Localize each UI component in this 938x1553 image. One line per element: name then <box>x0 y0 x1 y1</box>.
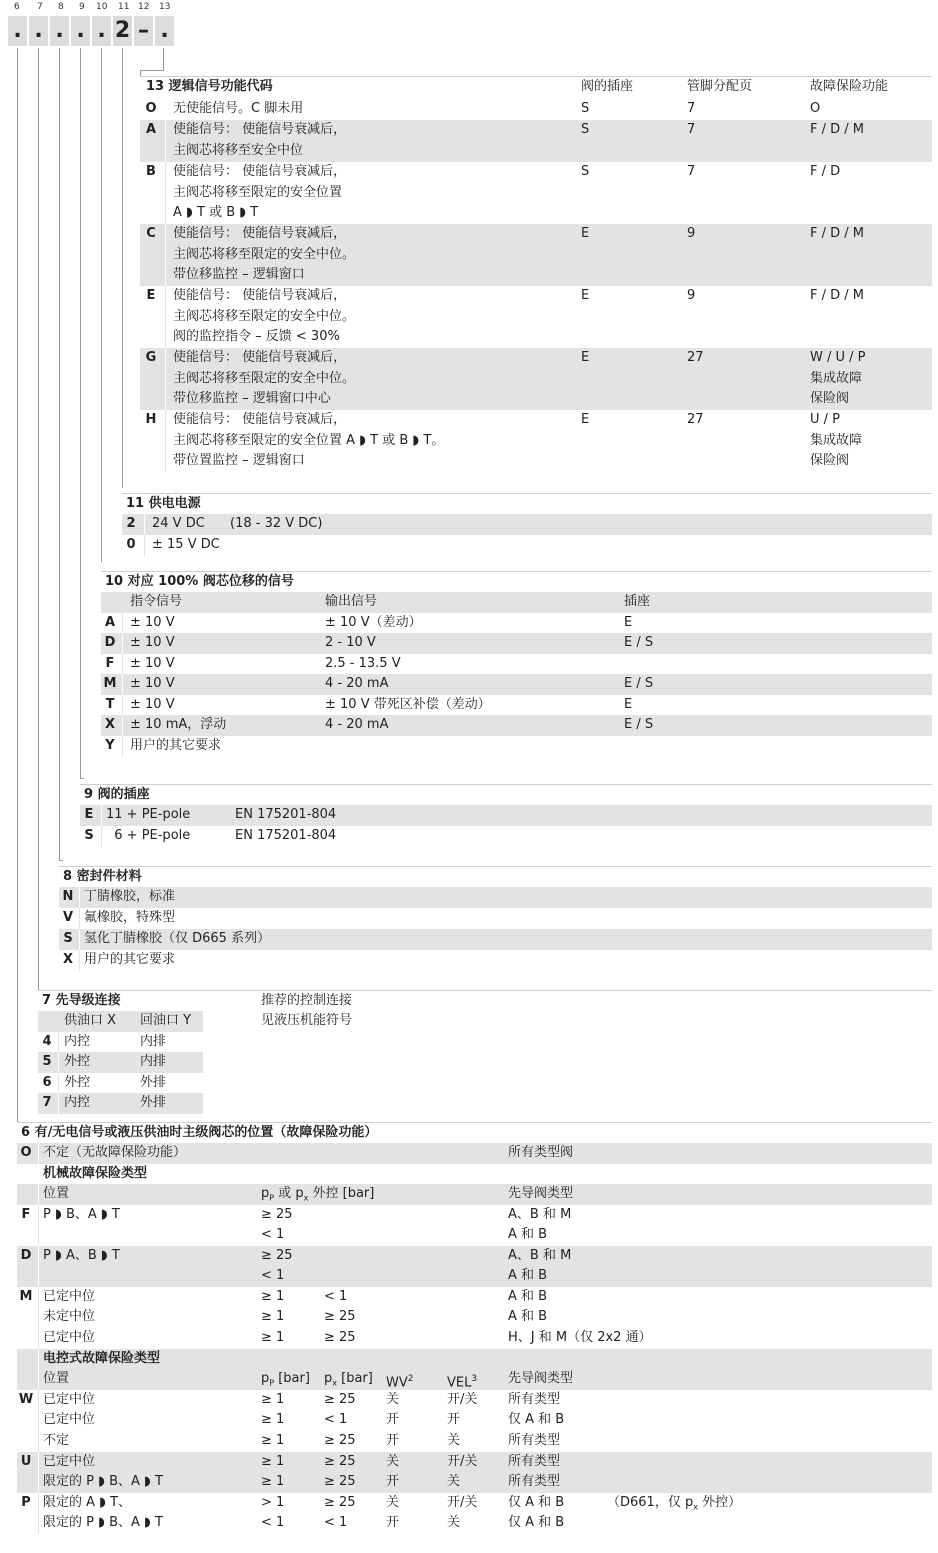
row-text: ≥ 25 <box>324 1330 356 1345</box>
table-row <box>17 1431 932 1452</box>
option-code: G <box>145 350 157 365</box>
row-text: ≥ 25 <box>324 1433 356 1448</box>
row-text: ± 10 mA，浮动 <box>130 717 227 732</box>
row-text: 开 <box>386 1515 400 1530</box>
row-text: 主阀芯将移至限定的安全位置 <box>173 185 343 200</box>
row-text: 丁腈橡胶，标准 <box>84 889 176 904</box>
option-code: M <box>103 676 117 691</box>
pos-label: 12 <box>138 2 150 12</box>
row-text: 不定 <box>43 1433 70 1448</box>
option-code: E <box>84 807 94 822</box>
table-row <box>59 950 932 971</box>
table-header <box>17 1184 932 1205</box>
code-char: . <box>29 16 48 46</box>
row-text: 使能信号： 使能信号衰减后， <box>173 226 347 241</box>
column-header: 管脚分配页 <box>687 79 753 94</box>
section-11-power-supply <box>122 493 932 557</box>
option-code: D <box>104 635 116 650</box>
table-row <box>17 1410 932 1431</box>
column-header: $p_x$ [bar] <box>324 1371 373 1388</box>
row-text: 限定的 P ◗ B、A ◗ T <box>43 1474 163 1489</box>
row-text: 开 <box>386 1474 400 1489</box>
table-row <box>17 1513 932 1534</box>
option-code: H <box>145 412 157 427</box>
row-text: P ◗ B、A ◗ T <box>43 1207 120 1222</box>
row-text: 内排 <box>140 1054 167 1069</box>
table-row <box>140 286 932 348</box>
row-text: ≥ 25 <box>324 1495 356 1510</box>
row-text: A 和 B <box>508 1268 548 1283</box>
column-header: 供油口 X <box>64 1013 117 1028</box>
option-code: W <box>18 1392 34 1407</box>
table-row <box>17 1307 932 1328</box>
row-text: 限定的 P ◗ B、A ◗ T <box>43 1515 163 1530</box>
option-code: B <box>146 164 156 179</box>
row-text: 仅 A 和 B <box>508 1495 565 1510</box>
failsafe-value: F / D / M <box>810 122 864 137</box>
row-text: 已定中位 <box>43 1289 96 1304</box>
option-code: E <box>146 288 156 303</box>
row-text: ≥ 1 <box>261 1330 285 1345</box>
table-row <box>140 120 932 162</box>
failsafe-value: O <box>810 101 821 116</box>
row-text: 主阀芯将移至限定的安全中位。 <box>173 247 356 262</box>
row-text: E <box>624 697 633 712</box>
socket-value: E <box>581 226 590 241</box>
row-text: 主阀芯将移至限定的安全中位。 <box>173 309 356 324</box>
row-text: A 和 B <box>508 1227 548 1242</box>
option-code: X <box>104 717 116 732</box>
code-char: . <box>8 16 27 46</box>
table-row <box>101 613 932 634</box>
row-text: 2.5 - 13.5 V <box>325 656 401 671</box>
table-header <box>101 592 932 613</box>
row-text: 关 <box>447 1474 461 1489</box>
row-text: 6 + PE-pole <box>106 828 191 843</box>
leader-line-7 <box>38 48 39 991</box>
leader-line-8 <box>59 860 63 861</box>
row-note: （D661，仅 $p_x$ 外控） <box>607 1495 742 1512</box>
row-text: 外排 <box>140 1095 167 1110</box>
row-text: 关 <box>386 1392 400 1407</box>
row-text: 4 - 20 mA <box>325 717 389 732</box>
option-code: F <box>21 1207 31 1222</box>
column-header: 先导阀类型 <box>508 1186 574 1201</box>
option-code: Y <box>105 738 115 753</box>
row-text: ≥ 1 <box>261 1454 285 1469</box>
row-text: 主阀芯将移至安全中位 <box>173 143 304 158</box>
pos-label: 8 <box>58 2 64 12</box>
row-text: 所有类型 <box>508 1474 561 1489</box>
row-text: 使能信号： 使能信号衰减后， <box>173 412 347 427</box>
option-code: O <box>145 101 157 116</box>
row-text: 用户的其它要求 <box>84 952 176 967</box>
row-text: ≥ 25 <box>324 1309 356 1324</box>
table-row <box>17 1452 932 1473</box>
option-code: S <box>63 931 73 946</box>
row-text: 外排 <box>140 1075 167 1090</box>
option-code: 5 <box>42 1054 52 1069</box>
leader-line-8 <box>59 48 60 860</box>
row-text: 限定的 A ◗ T、 <box>43 1495 132 1510</box>
pos-label: 11 <box>118 2 130 12</box>
row-text: 氟橡胶，特殊型 <box>84 910 176 925</box>
row-text: 开/关 <box>447 1495 478 1510</box>
failsafe-value: 集成故障 <box>810 433 863 448</box>
row-text: ± 10 V <box>130 697 175 712</box>
row-text: 仅 A 和 B <box>508 1515 565 1530</box>
row-text: A 和 B <box>508 1309 548 1324</box>
table-row <box>38 1032 203 1053</box>
row-text: ≥ 1 <box>261 1289 285 1304</box>
row-text: 所有类型 <box>508 1454 561 1469</box>
option-code: 7 <box>42 1095 52 1110</box>
page-value: 7 <box>687 164 696 179</box>
row-text: < 1 <box>324 1515 348 1530</box>
row-text: ≥ 1 <box>261 1392 285 1407</box>
row-text: 关 <box>386 1454 400 1469</box>
row-text: A ◗ T 或 B ◗ T <box>173 205 259 220</box>
table-row <box>17 1205 932 1226</box>
pos-label: 6 <box>14 2 20 12</box>
row-text: < 1 <box>261 1268 285 1283</box>
table-row <box>17 1246 932 1267</box>
failsafe-value: 保险阀 <box>810 453 850 468</box>
leader-line-10 <box>101 48 102 562</box>
type-code-header <box>8 0 178 48</box>
socket-value: S <box>581 122 590 137</box>
column-header: 回油口 Y <box>140 1013 192 1028</box>
row-text: EN 175201-804 <box>235 807 337 822</box>
column-header: 先导阀类型 <box>508 1371 574 1386</box>
section-title: 11 供电电源 <box>126 496 201 511</box>
section-8-seal-material <box>59 866 932 972</box>
option-code: 2 <box>126 516 136 531</box>
table-row <box>59 929 932 950</box>
row-text: 已定中位 <box>43 1330 96 1345</box>
row-text: < 1 <box>324 1412 348 1427</box>
table-row <box>38 1093 203 1114</box>
socket-value: S <box>581 164 590 179</box>
row-text: 用户的其它要求 <box>130 738 222 753</box>
option-code: T <box>105 697 115 712</box>
failsafe-value: F / D / M <box>810 288 864 303</box>
page-value: 9 <box>687 288 696 303</box>
table-row <box>101 674 932 695</box>
column-header: $WV^2$ <box>386 1374 414 1391</box>
row-text: 外控 <box>64 1054 91 1069</box>
row-text: 关 <box>447 1433 461 1448</box>
code-char: . <box>92 16 111 46</box>
page-value: 9 <box>687 226 696 241</box>
row-text: ≥ 1 <box>261 1433 285 1448</box>
row-text: EN 175201-804 <box>235 828 337 843</box>
leader-line-6 <box>17 48 18 1122</box>
row-text: A、B 和 M <box>508 1248 572 1263</box>
subsection-title: 电控式故障保险类型 <box>43 1351 161 1366</box>
row-text: 4 - 20 mA <box>325 676 389 691</box>
option-code: A <box>145 122 157 137</box>
row-text: 仅 A 和 B <box>508 1412 565 1427</box>
column-header: 位置 <box>43 1371 70 1386</box>
table-row <box>101 633 932 654</box>
row-text: 已定中位 <box>43 1412 96 1427</box>
leader-line-9 <box>80 48 81 778</box>
row-text: 主阀芯将移至限定的安全位置 A ◗ T 或 B ◗ T。 <box>173 433 445 448</box>
code-char: . <box>50 16 69 46</box>
row-text: 开/关 <box>447 1392 478 1407</box>
table-row <box>17 1493 932 1514</box>
row-text: 11 + PE-pole <box>106 807 191 822</box>
pos-label: 7 <box>37 2 43 12</box>
table-row <box>80 805 932 826</box>
row-text: ≥ 25 <box>324 1392 356 1407</box>
column-header: 输出信号 <box>325 594 378 609</box>
row-text: < 1 <box>261 1515 285 1530</box>
row-text: 所有类型 <box>508 1392 561 1407</box>
option-code: U <box>20 1454 32 1469</box>
option-code: X <box>62 952 74 967</box>
section-title: 13 逻辑信号功能代码 <box>146 79 273 94</box>
option-code: V <box>62 910 74 925</box>
option-code: F <box>105 656 115 671</box>
table-row <box>17 1266 932 1287</box>
row-text: 内排 <box>140 1034 167 1049</box>
column-header: 推荐的控制连接 <box>261 993 353 1008</box>
row-text: 内控 <box>64 1034 91 1049</box>
table-header <box>38 1011 203 1032</box>
row-text: E / S <box>624 635 654 650</box>
table-row <box>38 1073 203 1094</box>
page-value: 7 <box>687 101 696 116</box>
row-text: ± 10 V <box>130 656 175 671</box>
socket-value: E <box>581 412 590 427</box>
row-text: P ◗ A、B ◗ T <box>43 1248 120 1263</box>
row-text: 使能信号： 使能信号衰减后， <box>173 288 347 303</box>
row-text: 开 <box>447 1412 461 1427</box>
table-row <box>17 1472 932 1493</box>
row-text: 所有类型 <box>508 1433 561 1448</box>
row-text: 未定中位 <box>43 1309 96 1324</box>
table-row <box>140 224 932 286</box>
section-title: 7 先导级连接 <box>42 993 121 1008</box>
table-row <box>140 348 932 410</box>
section-title: 9 阀的插座 <box>84 787 150 802</box>
table-row <box>122 514 932 535</box>
table-row <box>17 1390 932 1411</box>
row-text: ± 10 V <box>130 676 175 691</box>
failsafe-value: F / D <box>810 164 841 179</box>
row-text: ≥ 25 <box>261 1248 293 1263</box>
row-text: E / S <box>624 676 654 691</box>
row-text: 使能信号： 使能信号衰减后， <box>173 350 347 365</box>
table-row <box>140 99 932 120</box>
option-code: O <box>20 1145 32 1160</box>
row-text: ≥ 25 <box>324 1474 356 1489</box>
row-text: 使能信号： 使能信号衰减后， <box>173 164 347 179</box>
table-row <box>17 1225 932 1246</box>
table-row <box>101 715 932 736</box>
option-code: N <box>62 889 74 904</box>
socket-value: S <box>581 101 590 116</box>
column-header: 位置 <box>43 1186 70 1201</box>
row-text: 内控 <box>64 1095 91 1110</box>
leader-line-13 <box>140 70 164 71</box>
column-header: VEL$^3$ <box>447 1374 478 1391</box>
option-code: 0 <box>126 537 136 552</box>
column-header: $p_P$ [bar] <box>261 1371 310 1388</box>
subsection-title: 机械故障保险类型 <box>43 1166 148 1181</box>
row-text: ± 10 V 带死区补偿（差动） <box>325 697 491 712</box>
row-text: H、J 和 M（仅 2x2 通） <box>508 1330 652 1345</box>
row-text: (18 - 32 V DC) <box>230 516 323 531</box>
row-text: 见液压机能符号 <box>261 1013 353 1028</box>
column-header: 阀的插座 <box>581 79 634 94</box>
row-text: 开 <box>386 1433 400 1448</box>
row-text: 阀的监控指令 – 反馈 < 30% <box>173 329 340 344</box>
section-7-pilot-connection <box>38 990 932 1114</box>
table-row <box>59 908 932 929</box>
option-code: P <box>21 1495 31 1510</box>
row-text: ≥ 1 <box>261 1309 285 1324</box>
row-text: E <box>624 615 633 630</box>
row-text: < 1 <box>324 1289 348 1304</box>
row-text: 24 V DC <box>152 516 205 531</box>
row-text: ± 15 V DC <box>152 537 220 552</box>
table-row <box>59 887 932 908</box>
row-text: 开 <box>386 1412 400 1427</box>
socket-value: E <box>581 288 590 303</box>
pos-label: 9 <box>79 2 85 12</box>
code-char: . <box>155 16 174 46</box>
failsafe-value: W / U / P <box>810 350 866 365</box>
row-text: ± 10 V <box>130 615 175 630</box>
row-text: 主阀芯将移至限定的安全中位。 <box>173 371 356 386</box>
table-row <box>140 410 932 472</box>
option-code: A <box>104 615 116 630</box>
column-header: 指令信号 <box>130 594 183 609</box>
row-text: > 1 <box>261 1495 285 1510</box>
row-text: 已定中位 <box>43 1392 96 1407</box>
section-9-socket <box>80 784 932 848</box>
table-row <box>17 1143 932 1164</box>
table-header <box>17 1369 932 1390</box>
pos-label: 10 <box>96 2 108 12</box>
column-header: 故障保险功能 <box>810 79 889 94</box>
table-row <box>101 695 932 716</box>
row-text: 所有类型阀 <box>508 1145 574 1160</box>
table-row <box>101 736 932 757</box>
row-text: 使能信号： 使能信号衰减后， <box>173 122 347 137</box>
column-header: 插座 <box>624 594 651 609</box>
row-text: 2 - 10 V <box>325 635 376 650</box>
failsafe-value: U / P <box>810 412 840 427</box>
option-code: M <box>19 1289 33 1304</box>
section-title: 6 有/无电信号或液压供油时主级阀芯的位置（故障保险功能） <box>21 1125 378 1140</box>
row-text: 氢化丁腈橡胶（仅 D665 系列） <box>84 931 271 946</box>
row-text: 带位移监控 – 逻辑窗口 <box>173 267 305 282</box>
section-title: 8 密封件材料 <box>63 869 142 884</box>
table-row <box>80 826 932 847</box>
row-text: 带位移监控 – 逻辑窗口中心 <box>173 391 331 406</box>
code-char: . <box>71 16 90 46</box>
leader-line-11 <box>122 48 123 488</box>
row-text: 关 <box>386 1495 400 1510</box>
code-char: – <box>134 16 153 46</box>
section-title: 10 对应 100% 阀芯位移的信号 <box>105 574 294 589</box>
row-text: ≥ 1 <box>261 1474 285 1489</box>
row-text: A 和 B <box>508 1289 548 1304</box>
row-text: E / S <box>624 717 654 732</box>
section-13-logic-signal <box>140 76 932 472</box>
row-text: ≥ 25 <box>324 1454 356 1469</box>
table-row <box>101 654 932 675</box>
row-text: 不定（无故障保险功能） <box>43 1145 187 1160</box>
row-text: 已定中位 <box>43 1454 96 1469</box>
column-header: $p_P$ 或 $p_x$ 外控 [bar] <box>261 1186 375 1203</box>
row-text: 外控 <box>64 1075 91 1090</box>
code-char: 2 <box>113 16 132 46</box>
failsafe-value: F / D / M <box>810 226 864 241</box>
table-row <box>122 535 932 556</box>
section-6-failsafe <box>17 1122 932 1542</box>
option-code: 4 <box>42 1034 52 1049</box>
failsafe-value: 集成故障 <box>810 371 863 386</box>
option-code: 6 <box>42 1075 52 1090</box>
row-text: 带位置监控 – 逻辑窗口 <box>173 453 305 468</box>
pos-label: 13 <box>159 2 171 12</box>
option-code: S <box>84 828 94 843</box>
row-text: ≥ 25 <box>261 1207 293 1222</box>
page-value: 7 <box>687 122 696 137</box>
section-10-signal <box>101 571 932 759</box>
leader-line-9 <box>80 778 84 779</box>
row-text: < 1 <box>261 1227 285 1242</box>
row-text: ± 10 V（差动） <box>325 615 422 630</box>
row-text: 无使能信号。C 脚未用 <box>173 101 304 116</box>
page-value: 27 <box>687 350 704 365</box>
row-text: ≥ 1 <box>261 1412 285 1427</box>
row-text: ± 10 V <box>130 635 175 650</box>
option-code: D <box>20 1248 32 1263</box>
table-row <box>17 1287 932 1308</box>
table-row <box>17 1328 932 1349</box>
socket-value: E <box>581 350 590 365</box>
table-row <box>140 162 932 224</box>
row-text: 关 <box>447 1515 461 1530</box>
leader-line-13 <box>163 48 164 70</box>
row-text: 开/关 <box>447 1454 478 1469</box>
option-code: C <box>146 226 156 241</box>
failsafe-value: 保险阀 <box>810 391 850 406</box>
page-value: 27 <box>687 412 704 427</box>
row-text: A、B 和 M <box>508 1207 572 1222</box>
table-row <box>38 1052 203 1073</box>
